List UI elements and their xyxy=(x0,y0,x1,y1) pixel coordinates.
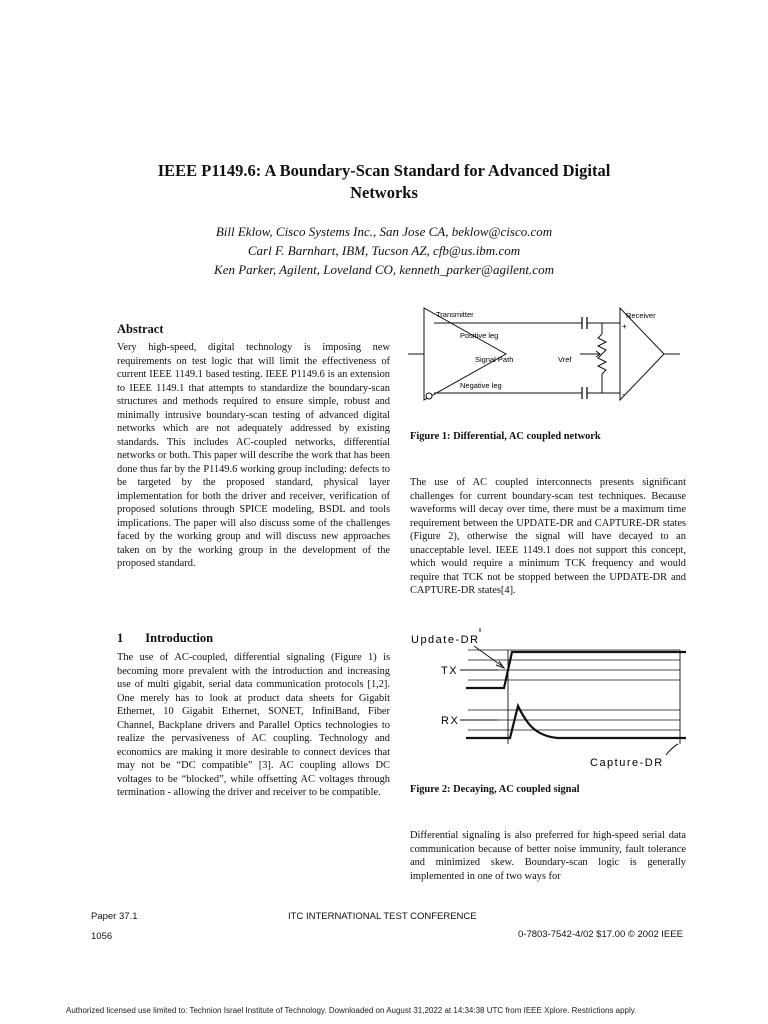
footer-copyright: 0-7803-7542-4/02 $17.00 © 2002 IEEE xyxy=(518,929,683,940)
negative-leg-label: Negative leg xyxy=(460,381,502,390)
section-number: 1 xyxy=(117,631,124,645)
title-line-1: IEEE P1149.6: A Boundary-Scan Standard for Advanced Digital xyxy=(157,161,611,180)
figure-1-diagram xyxy=(408,304,698,414)
author-1: Bill Eklow, Cisco Systems Inc., San Jose CA, beklow@cisco.com xyxy=(215,224,553,239)
section-heading xyxy=(117,631,213,646)
transmitter-label: Transmitter xyxy=(436,310,474,319)
termination-resistor-top xyxy=(598,334,606,354)
license-note: Authorized licensed use limited to: Technion Israel Institute of Technology. Downloaded on August 31,2022 at 14:34:38 UTC from IEEE Xplore. Restrictions apply. xyxy=(66,1006,637,1015)
figure-1-caption: Figure 1: Differential, AC coupled network xyxy=(410,431,601,442)
capture-dr-arrow xyxy=(666,744,678,755)
positive-leg-label: Positive leg xyxy=(460,331,499,340)
author-list xyxy=(120,222,648,279)
abstract-text: Very high-speed, digital technology is imposing new requirements on test logic that will limit the effectiveness of current IEEE 1149.1 based testing. IEEE P1149.6 is an extension to IEEE 1149.1 that attempts to standardize the boundary-scan structures and methods required to ensure simple, robust and minimally intrusive boundary-scan testing of advanced digital networks which are not adequately addressed by existing standards. This includes AC-coupled networks, differential networks or both. This paper will describe the work that has been done thus far by the P1149.6 working group including: defects to be targeted by the proposed standard, physical layer implementation for both the driver and receiver, verification of proposed solutions through SPICE modeling, BSDL and tools implications. The paper will also discuss some of the challenges faced by the working group and will discuss new approaches taken on by the working group in the development of the proposed standard. xyxy=(117,342,390,569)
vref-label: Vref xyxy=(558,355,572,364)
capture-dr-label: Capture-DR xyxy=(590,757,664,769)
tx-label: TX xyxy=(441,665,459,677)
receiver-label: Receiver xyxy=(626,311,656,320)
figure-2-diagram xyxy=(408,628,698,773)
paper-title xyxy=(100,160,668,204)
introduction-text: The use of AC-coupled, differential signaling (Figure 1) is becoming more prevalent with the introduction and increasing use of multi gigabit, serial data communication protocols [1,2]. One merely has to look at product data sheets for Gigabit Ethernet, 10 Gigabit Ethernet, SONET, InfiniBand, Fiber Channel, Backplane drivers and Parallel Optics technologies to realize the pervasiveness of AC coupling. Technology and economics are making it more desirable to connect devices that may not be “DC compatible” [3]. AC coupling allows DC voltages to be “blocked”, while offsetting AC voltages through termination - allowing the driver and receiver to be compatible. xyxy=(117,652,390,798)
signal-path-label: Signal Path xyxy=(475,355,514,364)
update-dr-label: Update-DR xyxy=(411,634,480,646)
title-line-2: Networks xyxy=(350,183,418,202)
section-title: Introduction xyxy=(145,631,214,645)
update-dr-arrow xyxy=(474,646,502,666)
right-paragraph-1: The use of AC coupled interconnects presents significant challenges for current boundary-scan test techniques. Because waveforms will decay over time, there must be a maximum time requirement between the UPDATE-DR and CAPTURE-DR states (Figure 2), otherwise the signal will have decayed to an unacceptable level. IEEE 1149.1 does not support this concept, which would require a minimum TCK frequency and would require that TCK not be stopped between the UPDATE-DR and CAPTURE-DR states[4]. xyxy=(410,477,686,596)
footer-page-number: 1056 xyxy=(91,931,113,942)
author-2: Carl F. Barnhart, IBM, Tucson AZ, cfb@us.ibm.com xyxy=(247,243,521,258)
right-paragraph-2: Differential signaling is also preferred for high-speed serial data communication because of better noise immunity, fault tolerance and minimized skew. Boundary-scan logic is generally implemented in one of two ways for xyxy=(410,830,686,882)
footer-paper-number: Paper 37.1 xyxy=(91,911,138,922)
transmitter-inverting-bubble xyxy=(426,393,432,399)
receiver-plus-label: + xyxy=(622,322,627,331)
termination-resistor-bottom xyxy=(598,354,606,374)
figure-2-caption: Figure 2: Decaying, AC coupled signal xyxy=(410,784,580,795)
author-3: Ken Parker, Agilent, Loveland CO, kenneth_parker@agilent.com xyxy=(214,262,554,277)
abstract-heading: Abstract xyxy=(117,322,164,336)
footer-conference: ITC INTERNATIONAL TEST CONFERENCE xyxy=(288,911,477,922)
rx-label: RX xyxy=(441,715,460,727)
rx-waveform xyxy=(466,706,686,738)
receiver-minus-label: - xyxy=(622,390,625,399)
